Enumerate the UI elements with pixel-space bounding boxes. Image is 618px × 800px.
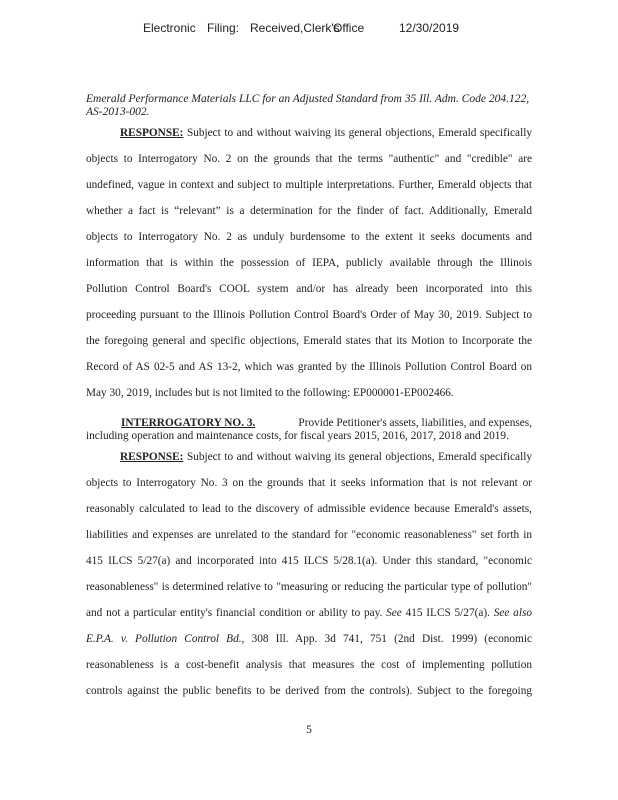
interrogatory-3 (86, 417, 532, 443)
citation-see: See (386, 607, 402, 619)
interrogatory-text-2: including operation and maintenance costs, for fiscal years 2015, 2016, 2017, 2018 and 2019. (86, 430, 509, 442)
header-received: Received,Clerk's (250, 21, 340, 35)
response-label: RESPONSE: (120, 127, 184, 139)
response-line: Subject to and without waiving its general objections, Emerald specifically (186, 451, 532, 463)
response-line: liabilities and expenses are unrelated to the standard for "economic reasonableness" set forth in (86, 529, 532, 541)
interrogatory-label: INTERROGATORY NO. 3. (121, 417, 256, 429)
header-filing: Filing: (207, 21, 240, 35)
response-line: controls against the public benefits to be derived from the controls). Subject to the foregoing (86, 685, 532, 697)
header-office: Office (333, 21, 365, 35)
caption-line-1: Emerald Performance Materials LLC for an Adjusted Standard from 35 Ill. Adm. Code 204.122, (86, 93, 530, 105)
response-3-paragraph (86, 444, 532, 704)
response-line: objects to Interrogatory No. 3 on the grounds that it seeks information that is not relevant or (86, 477, 532, 489)
citation-case-ref: 308 Ill. App. 3d 741, 751 (251, 633, 387, 645)
citation-see-ref: 415 ILCS 5/27(a). (405, 607, 490, 619)
response-line: objects to Interrogatory No. 2 as unduly burdensome to the extent it seeks documents and (86, 231, 532, 243)
citation-case-name: E.P.A. v. Pollution Control Bd., (86, 633, 245, 645)
response-line: reasonableness is a cost-benefit analysis that measures the cost of implementing pollution (86, 659, 532, 671)
interrogatory-text-1: Provide Petitioner's assets, liabilities, and expenses, (298, 417, 532, 429)
response-line: Record of AS 02-5 and AS 13-2, which was granted by the Illinois Pollution Control Board on (86, 361, 532, 373)
header-electronic: Electronic (143, 21, 196, 35)
citation-see-also: See also (493, 607, 532, 619)
response-line: whether a fact is “relevant” is a determination for the finder of fact. Additionally, Emerald (86, 205, 532, 217)
response-line: undefined, vague in context and subject to multiple interpretations. Further, Emerald objects that (86, 179, 532, 191)
response-line: Subject to and without waiving its general objections, Emerald specifically (186, 127, 532, 139)
response-line: the foregoing general and specific objections, Emerald states that its Motion to Incorporate the (86, 335, 532, 347)
response-line: (2nd Dist. 1999) (economic (394, 633, 532, 645)
page-number: 5 (306, 724, 312, 736)
response-label: RESPONSE: (120, 451, 184, 463)
response-line: and not a particular entity's financial condition or ability to pay. (86, 607, 383, 619)
response-line: information that is within the possession of IEPA, publicly available through the Illinois (86, 257, 532, 269)
response-2-paragraph (86, 120, 532, 406)
response-line: reasonableness" is determined relative to "measuring or reducing the particular type of pollution" (86, 581, 532, 593)
caption-line-2: AS-2013-002. (86, 106, 150, 118)
response-line: objects to Interrogatory No. 2 on the grounds that the terms "authentic" and "credible" are (86, 153, 532, 165)
response-line: May 30, 2019, includes but is not limited to the following: EP000001-EP002466. (86, 387, 454, 399)
response-line: Pollution Control Board's COOL system and/or has already been incorporated into this (86, 283, 532, 295)
response-line: 415 ILCS 5/27(a) and incorporated into 415 ILCS 5/28.1(a). Under this standard, "economic (86, 555, 532, 567)
response-line: proceeding pursuant to the Illinois Pollution Control Board's Order of May 30, 2019. Subject to (86, 309, 532, 321)
response-line: reasonably calculated to lead to the discovery of admissible evidence because Emerald's assets, (86, 503, 532, 515)
case-caption (86, 93, 536, 119)
header-date: 12/30/2019 (399, 21, 460, 35)
